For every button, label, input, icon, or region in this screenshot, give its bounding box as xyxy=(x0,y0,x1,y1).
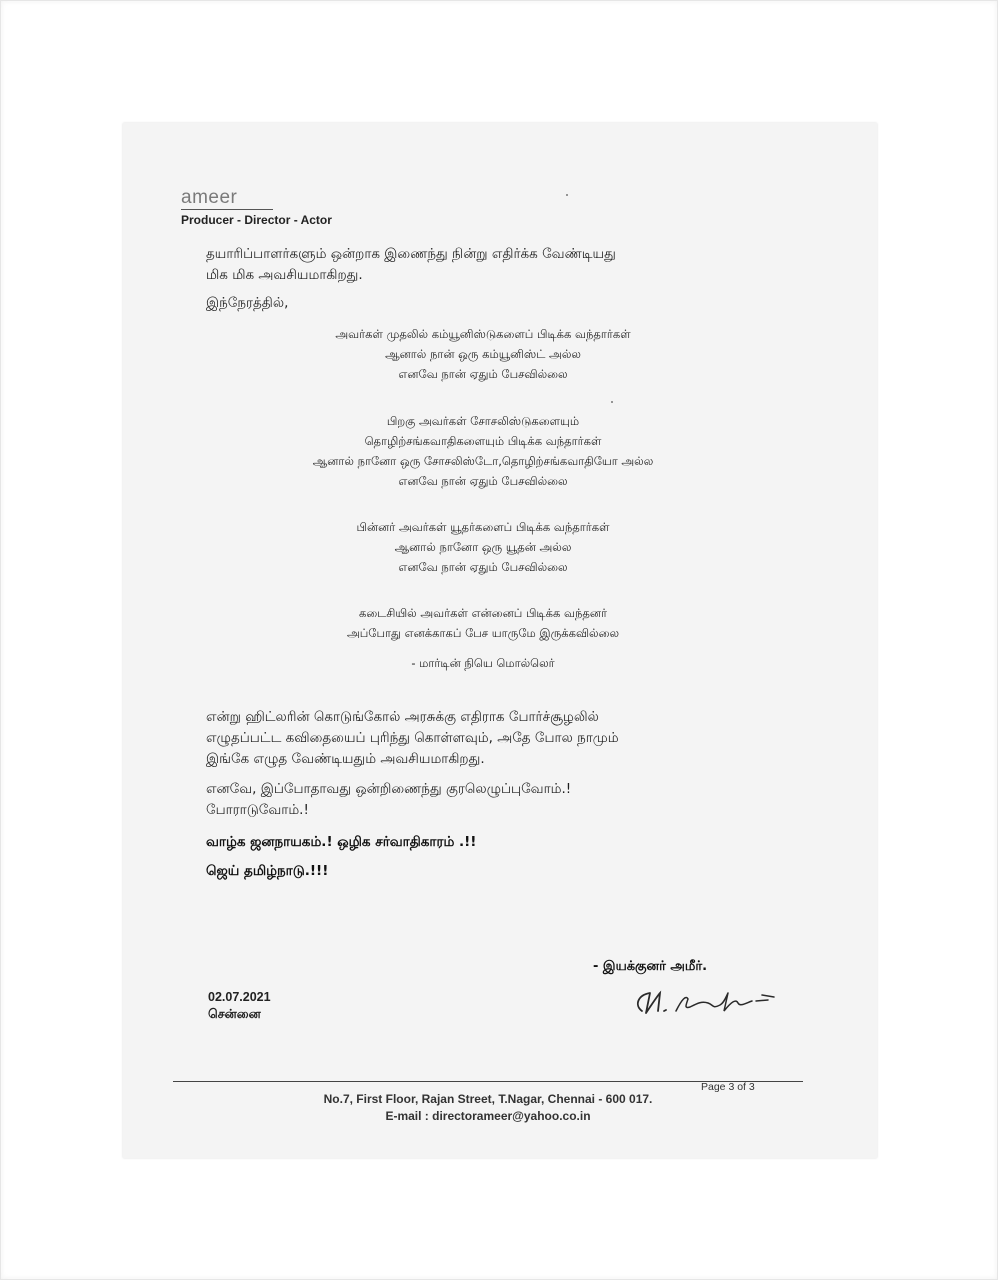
signatory-title: - இயக்குனர் அமீர். xyxy=(593,959,708,974)
scan-speck xyxy=(566,194,568,196)
poem-line: ஆனால் நானோ ஒரு சோசலிஸ்டோ,தொழிற்சங்கவாதியோ அல்ல xyxy=(312,454,654,468)
poem-line: ஆனால் நானோ ஒரு யூதன் அல்ல xyxy=(394,540,572,554)
letter-page xyxy=(123,123,877,1158)
page-number: Page 3 of 3 xyxy=(701,1081,755,1093)
poem-line: அப்போது எனக்காகப் பேச யாருமே இருக்கவில்லை xyxy=(346,626,620,640)
poem-line: கடைசியில் அவர்கள் என்னைப் பிடிக்க வந்தனர் xyxy=(358,606,607,620)
intro-line: தயாரிப்பாளர்களும் ஒன்றாக இணைந்து நின்று எதிர்க்க வேண்டியது xyxy=(206,246,616,262)
closing-line: என்று ஹிட்லரின் கொடுங்கோல் அரசுக்கு எதிராக போர்ச்சூழலில் xyxy=(206,709,599,725)
poem xyxy=(213,324,753,663)
closing-line: இங்கே எழுத வேண்டியதும் அவசியமாகிறது. xyxy=(206,751,485,767)
logo-underline xyxy=(181,209,273,210)
poem-line: பின்னர் அவர்கள் யூதர்களைப் பிடிக்க வந்தார்கள் xyxy=(356,520,610,534)
poem-stanza xyxy=(213,324,753,384)
poem-line: தொழிற்சங்கவாதிகளையும் பிடிக்க வந்தார்கள் xyxy=(364,434,602,448)
poem-stanza xyxy=(213,517,753,577)
closing-line: எழுதப்பட்ட கவிதையைப் புரிந்து கொள்ளவும், அதே போல நாமும் xyxy=(206,730,619,746)
closing-paragraph xyxy=(206,707,766,770)
poem-line: பிறகு அவர்கள் சோசலிஸ்டுகளையும் xyxy=(386,414,580,428)
poem-line: எனவே நான் ஏதும் பேசவில்லை xyxy=(398,560,568,574)
call-to-action xyxy=(206,779,766,821)
email-line: E-mail : directorameer@yahoo.co.in xyxy=(385,1109,591,1123)
letter-date: 02.07.2021 xyxy=(208,990,271,1004)
date-place-block xyxy=(208,989,271,1023)
intro-paragraph xyxy=(206,244,766,286)
slogan-democracy: வாழ்க ஜனநாயகம்.! ஒழிக சர்வாதிகாரம் .!! xyxy=(206,834,477,850)
poem-line: எனவே நான் ஏதும் பேசவில்லை xyxy=(398,474,568,488)
handwritten-signature xyxy=(628,981,788,1021)
address-line: No.7, First Floor, Rajan Street, T.Nagar, Chennai - 600 017. xyxy=(323,1092,653,1106)
poem-stanza xyxy=(213,603,753,643)
letterhead-logo: ameer xyxy=(181,187,238,208)
footer-address xyxy=(223,1091,753,1125)
poem-line: அவர்கள் முதலில் கம்யூனிஸ்டுகளைப் பிடிக்க வந்தார்கள் xyxy=(335,327,631,341)
poem-line: எனவே நான் ஏதும் பேசவில்லை xyxy=(398,367,568,381)
closing-line: எனவே, இப்போதாவது ஒன்றிணைந்து குரலெழுப்புவோம்.! xyxy=(206,781,572,797)
poem-line: ஆனால் நான் ஒரு கம்யூனிஸ்ட் அல்ல xyxy=(385,347,581,361)
slogan-tamilnadu: ஜெய் தமிழ்நாடு.!!! xyxy=(206,863,329,879)
poem-stanza xyxy=(213,411,753,491)
closing-line: போராடுவோம்.! xyxy=(206,802,309,818)
letterhead-tagline: Producer - Director - Actor xyxy=(181,213,332,227)
intro-heading: இந்நேரத்தில், xyxy=(206,295,289,311)
letter-place: சென்னை xyxy=(208,1007,261,1021)
intro-line: மிக மிக அவசியமாகிறது. xyxy=(206,267,363,283)
poem-attribution: - மார்டின் நியெ மொல்லெர் xyxy=(411,656,555,670)
